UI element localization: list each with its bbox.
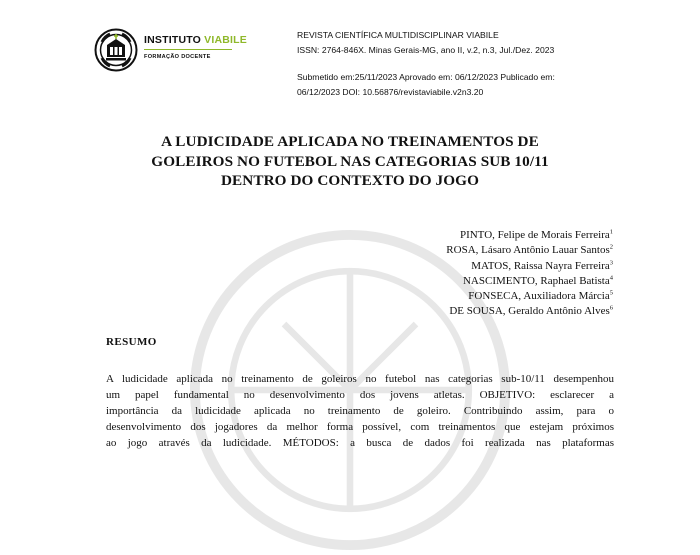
institute-subtitle: FORMAÇÃO DOCENTE <box>144 54 211 60</box>
author: PINTO, Felipe de Morais Ferreira$^1$ <box>459 228 613 241</box>
author: NASCIMENTO, Raphael Batista$^4$ <box>462 274 613 287</box>
journal-header <box>297 28 554 57</box>
submission-dates <box>297 70 555 99</box>
abstract-line: um papel fundamental no desenvolvimento dos jovens atletas. OBJETIVO: esclarecer a <box>106 389 614 401</box>
title-line-2: GOLEIROS NO FUTEBOL NAS CATEGORIAS SUB 10/11 <box>151 152 549 170</box>
title-line-3: DENTRO DO CONTEXTO DO JOGO <box>220 172 479 189</box>
author-list <box>446 228 613 320</box>
paper-title <box>80 132 620 191</box>
abstract-heading: RESUMO <box>106 336 157 348</box>
institute-emblem-icon <box>94 28 138 72</box>
dates-line-1: Submetido em:25/11/2023 Aprovado em: 06/12/2023 Publicado em: <box>297 72 555 82</box>
author: ROSA, Lásaro Antônio Lauar Santos$^2$ <box>446 243 613 257</box>
title-line-1: A LUDICIDADE APLICADA NO TREINAMENTOS DE <box>161 133 539 150</box>
journal-issn: ISSN: 2764-846X. Minas Gerais-MG, ano II, v.2, n.3, Jul./Dez. 2023 <box>297 44 555 55</box>
author: FONSECA, Auxiliadora Márcia$^5$ <box>468 289 613 303</box>
abstract-line: importância da ludicidade aplicada no treinamento de goleiro. Contribuindo assim, para o <box>106 405 614 417</box>
logo-divider <box>144 49 232 50</box>
dates-line-2: 06/12/2023 DOI: 10.56876/revistaviabile.v2n3.20 <box>297 86 484 97</box>
author: MATOS, Raissa Nayra Ferreira$^3$ <box>471 258 613 272</box>
abstract-body <box>106 371 614 451</box>
institute-logo <box>94 26 247 74</box>
journal-name: REVISTA CIENTÍFICA MULTIDISCIPLINAR VIABILE <box>297 30 499 40</box>
author: DE SOUSA, Geraldo Antônio Alves$^6$ <box>449 304 613 318</box>
abstract-line: ao jogo através da ludicidade. MÉTODOS: a busca de dados foi realizada nas plataformas <box>106 437 614 449</box>
abstract-line: desenvolvimento dos jogadores da melhor forma possível, com treinamentos que estejam próximos <box>106 421 614 433</box>
institute-name: INSTITUTO VIABILE <box>144 34 247 46</box>
abstract-line: A ludicidade aplicada no treinamento de goleiros no futebol nas categorias sub-10/11 desempenhou <box>106 373 614 385</box>
